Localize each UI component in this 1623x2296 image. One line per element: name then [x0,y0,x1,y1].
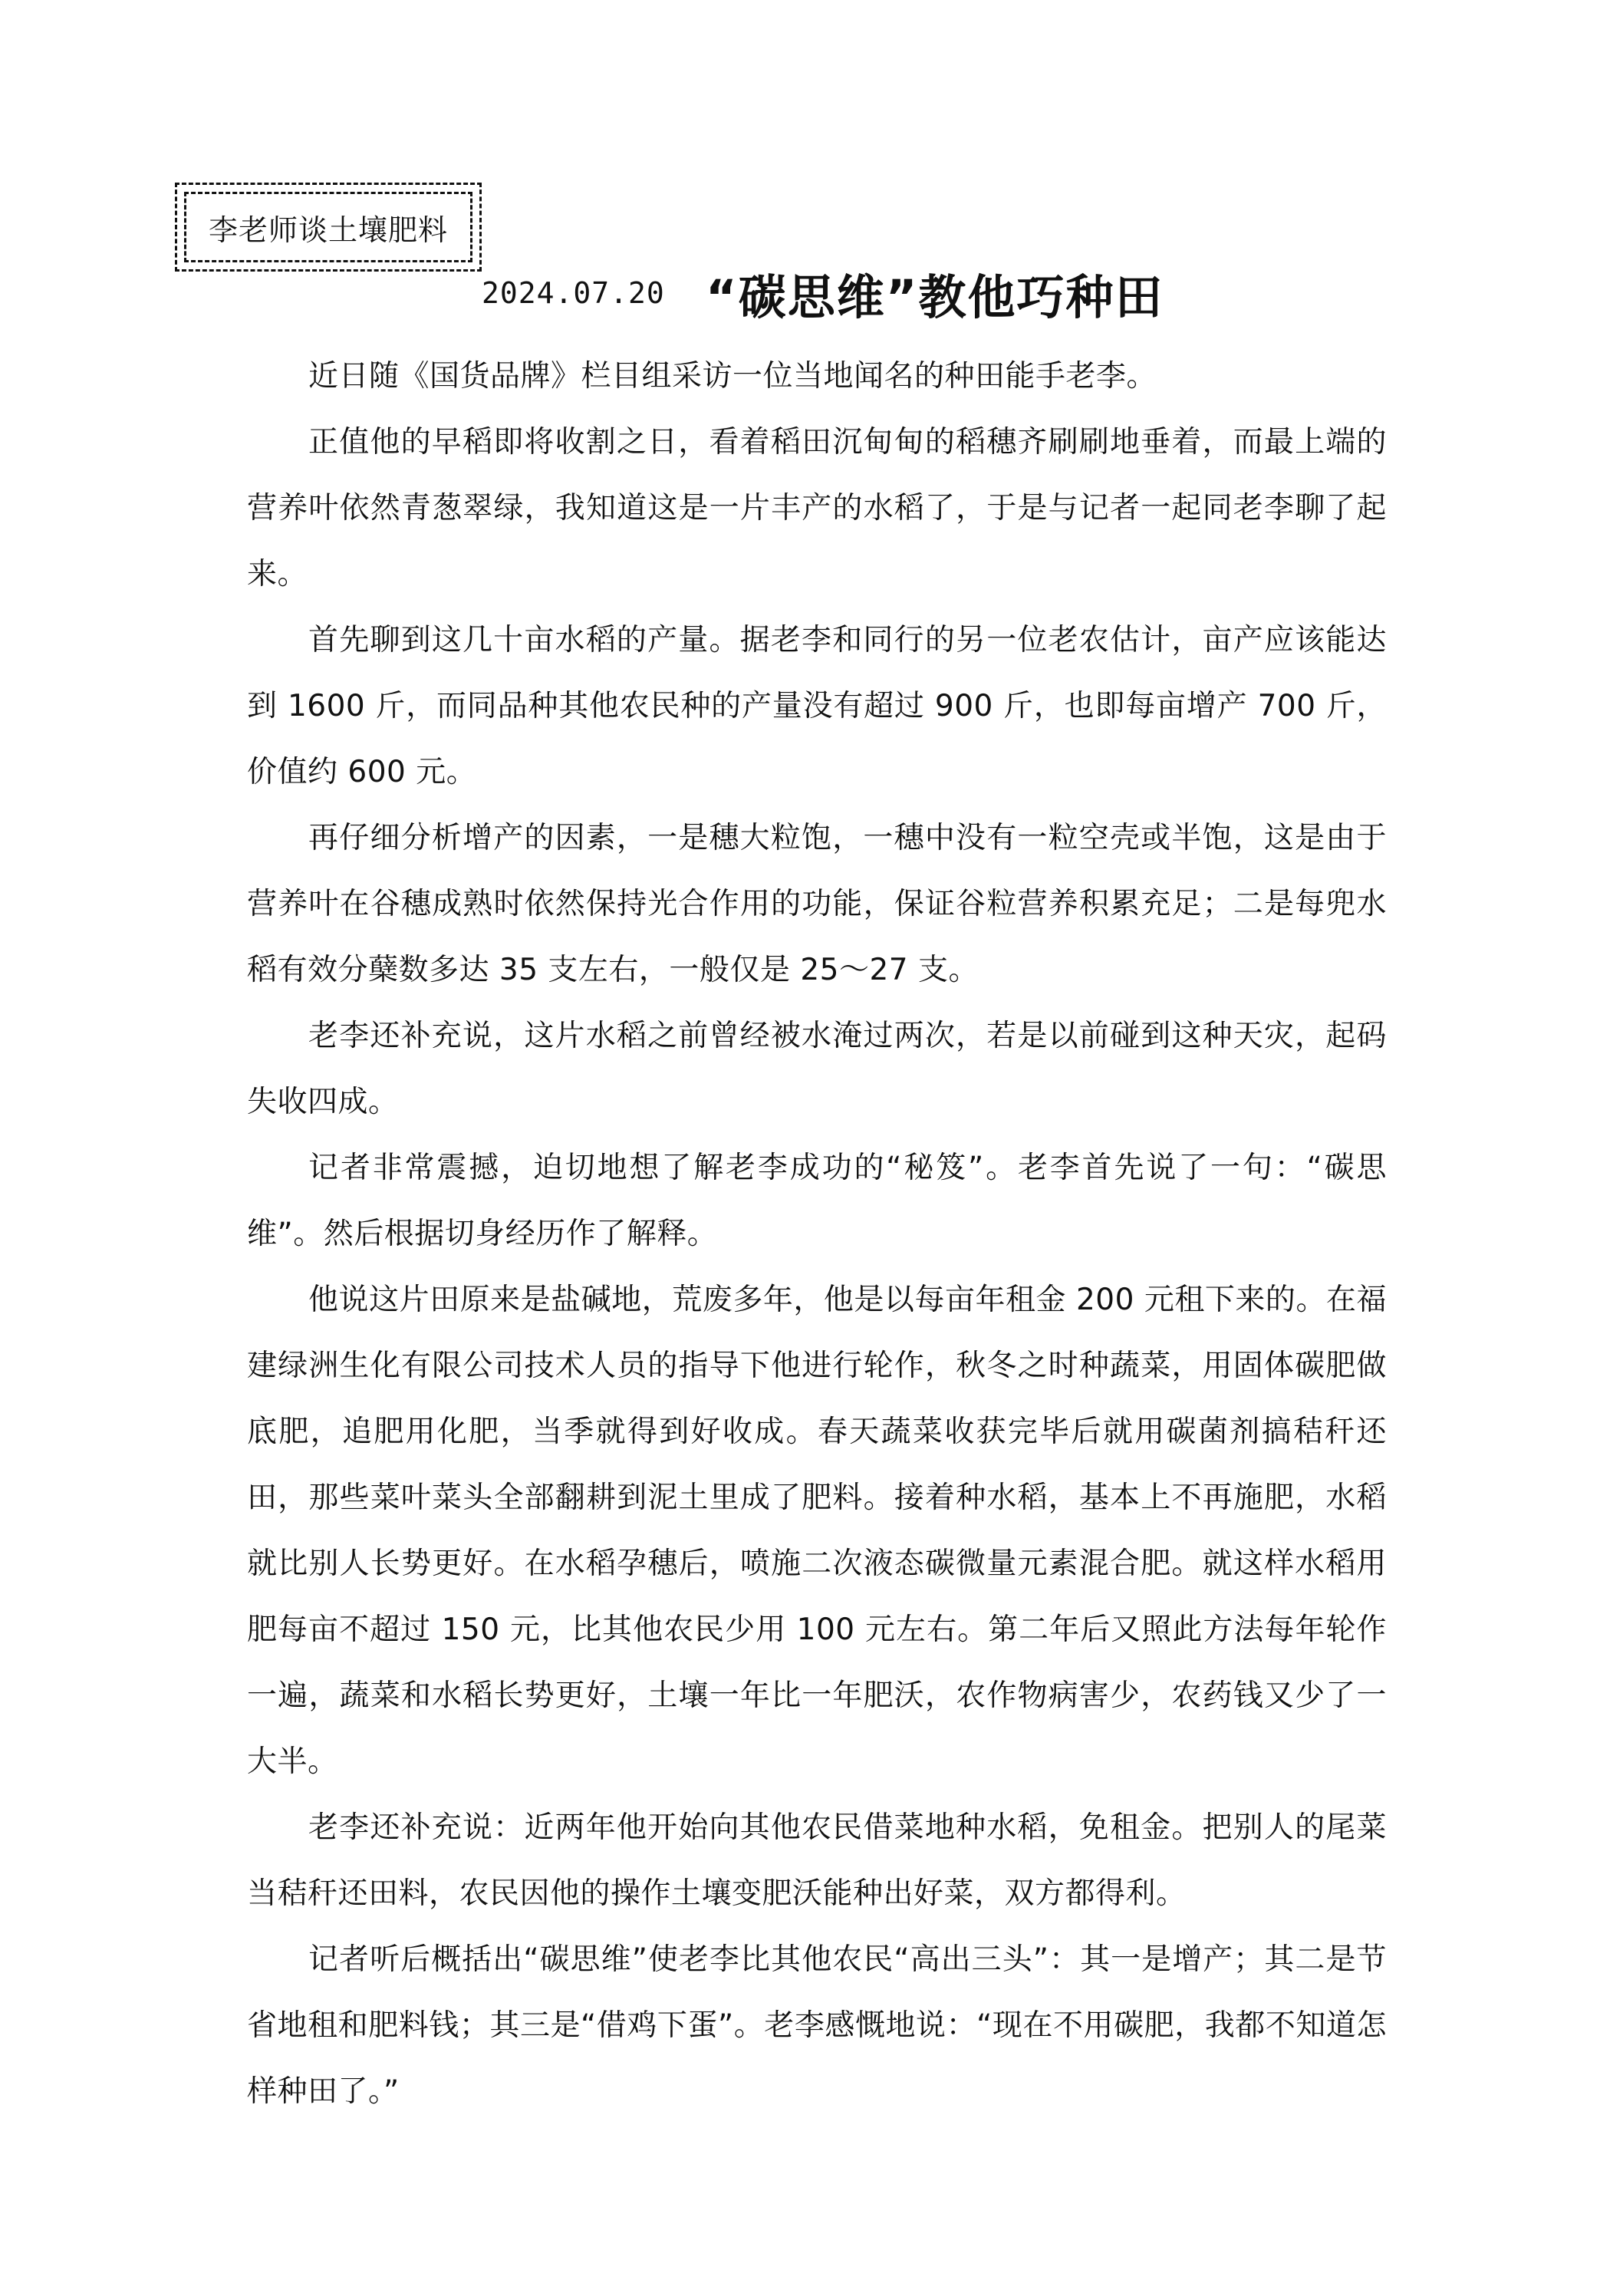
paragraph: 记者非常震撼，迫切地想了解老李成功的“秘笈”。老李首先说了一句：“碳思维”。然后根据切身经历作了解释。 [247,1151,1387,1251]
paragraph: 再仔细分析增产的因素，一是穗大粒饱，一穗中没有一粒空壳或半饱，这是由于营养叶在谷穗成熟时依然保持光合作用的功能，保证谷粒营养积累充足；二是每兜水稻有效分蘖数多达 35 支左右，一般仅是 25～27 支。 [247,821,1387,987]
paragraph: 首先聊到这几十亩水稻的产量。据老李和同行的另一位老农估计，亩产应该能达到 1600 斤，而同品种其他农民种的产量没有超过 900 斤，也即每亩增产 700 斤，价值约 600 元。 [247,623,1387,789]
paragraph: 记者听后概括出“碳思维”使老李比其他农民“高出三头”：其一是增产；其二是节省地租和肥料钱；其三是“借鸡下蛋”。老李感慨地说：“现在不用碳肥，我都不知道怎样种田了。” [247,1942,1387,2109]
article-body [247,344,1387,2125]
headline [0,259,1623,328]
article-date: 2024.07.20 [482,276,665,310]
paragraph: 正值他的早稻即将收割之日，看着稻田沉甸甸的稻穗齐刷刷地垂着，而最上端的营养叶依然青葱翠绿，我知道这是一片丰产的水稻了，于是与记者一起同老李聊了起来。 [247,425,1387,591]
column-tag-box [175,183,482,272]
paragraph: 老李还补充说，这片水稻之前曾经被水淹过两次，若是以前碰到这种天灾，起码失收四成。 [247,1019,1387,1119]
column-tag-label: 李老师谈土壤肥料 [184,192,472,262]
article-title: “碳思维”教他巧种田 [706,269,1164,325]
paragraph: 近日随《国货品牌》栏目组采访一位当地闻名的种田能手老李。 [308,359,1157,394]
paragraph: 老李还补充说：近两年他开始向其他农民借菜地种水稻，免租金。把别人的尾菜当秸秆还田料，农民因他的操作土壤变肥沃能种出好菜，双方都得利。 [247,1810,1387,1911]
paragraph: 他说这片田原来是盐碱地，荒废多年，他是以每亩年租金 200 元租下来的。在福建绿洲生化有限公司技术人员的指导下他进行轮作，秋冬之时种蔬菜，用固体碳肥做底肥，追肥用化肥，当季就得到好收成。春天蔬菜收获完毕后就用碳菌剂搞秸秆还田，那些菜叶菜头全部翻耕到泥土里成了肥料。接着种水稻，基本上不再施肥，水稻就比别人长势更好。在水稻孕穗后，喷施二次液态碳微量元素混合肥。就这样水稻用肥每亩不超过 150 元，比其他农民少用 100 元左右。第二年后又照此方法每年轮作一遍，蔬菜和水稻长势更好，土壤一年比一年肥沃，农作物病害少，农药钱又少了一大半。 [247,1283,1387,1779]
